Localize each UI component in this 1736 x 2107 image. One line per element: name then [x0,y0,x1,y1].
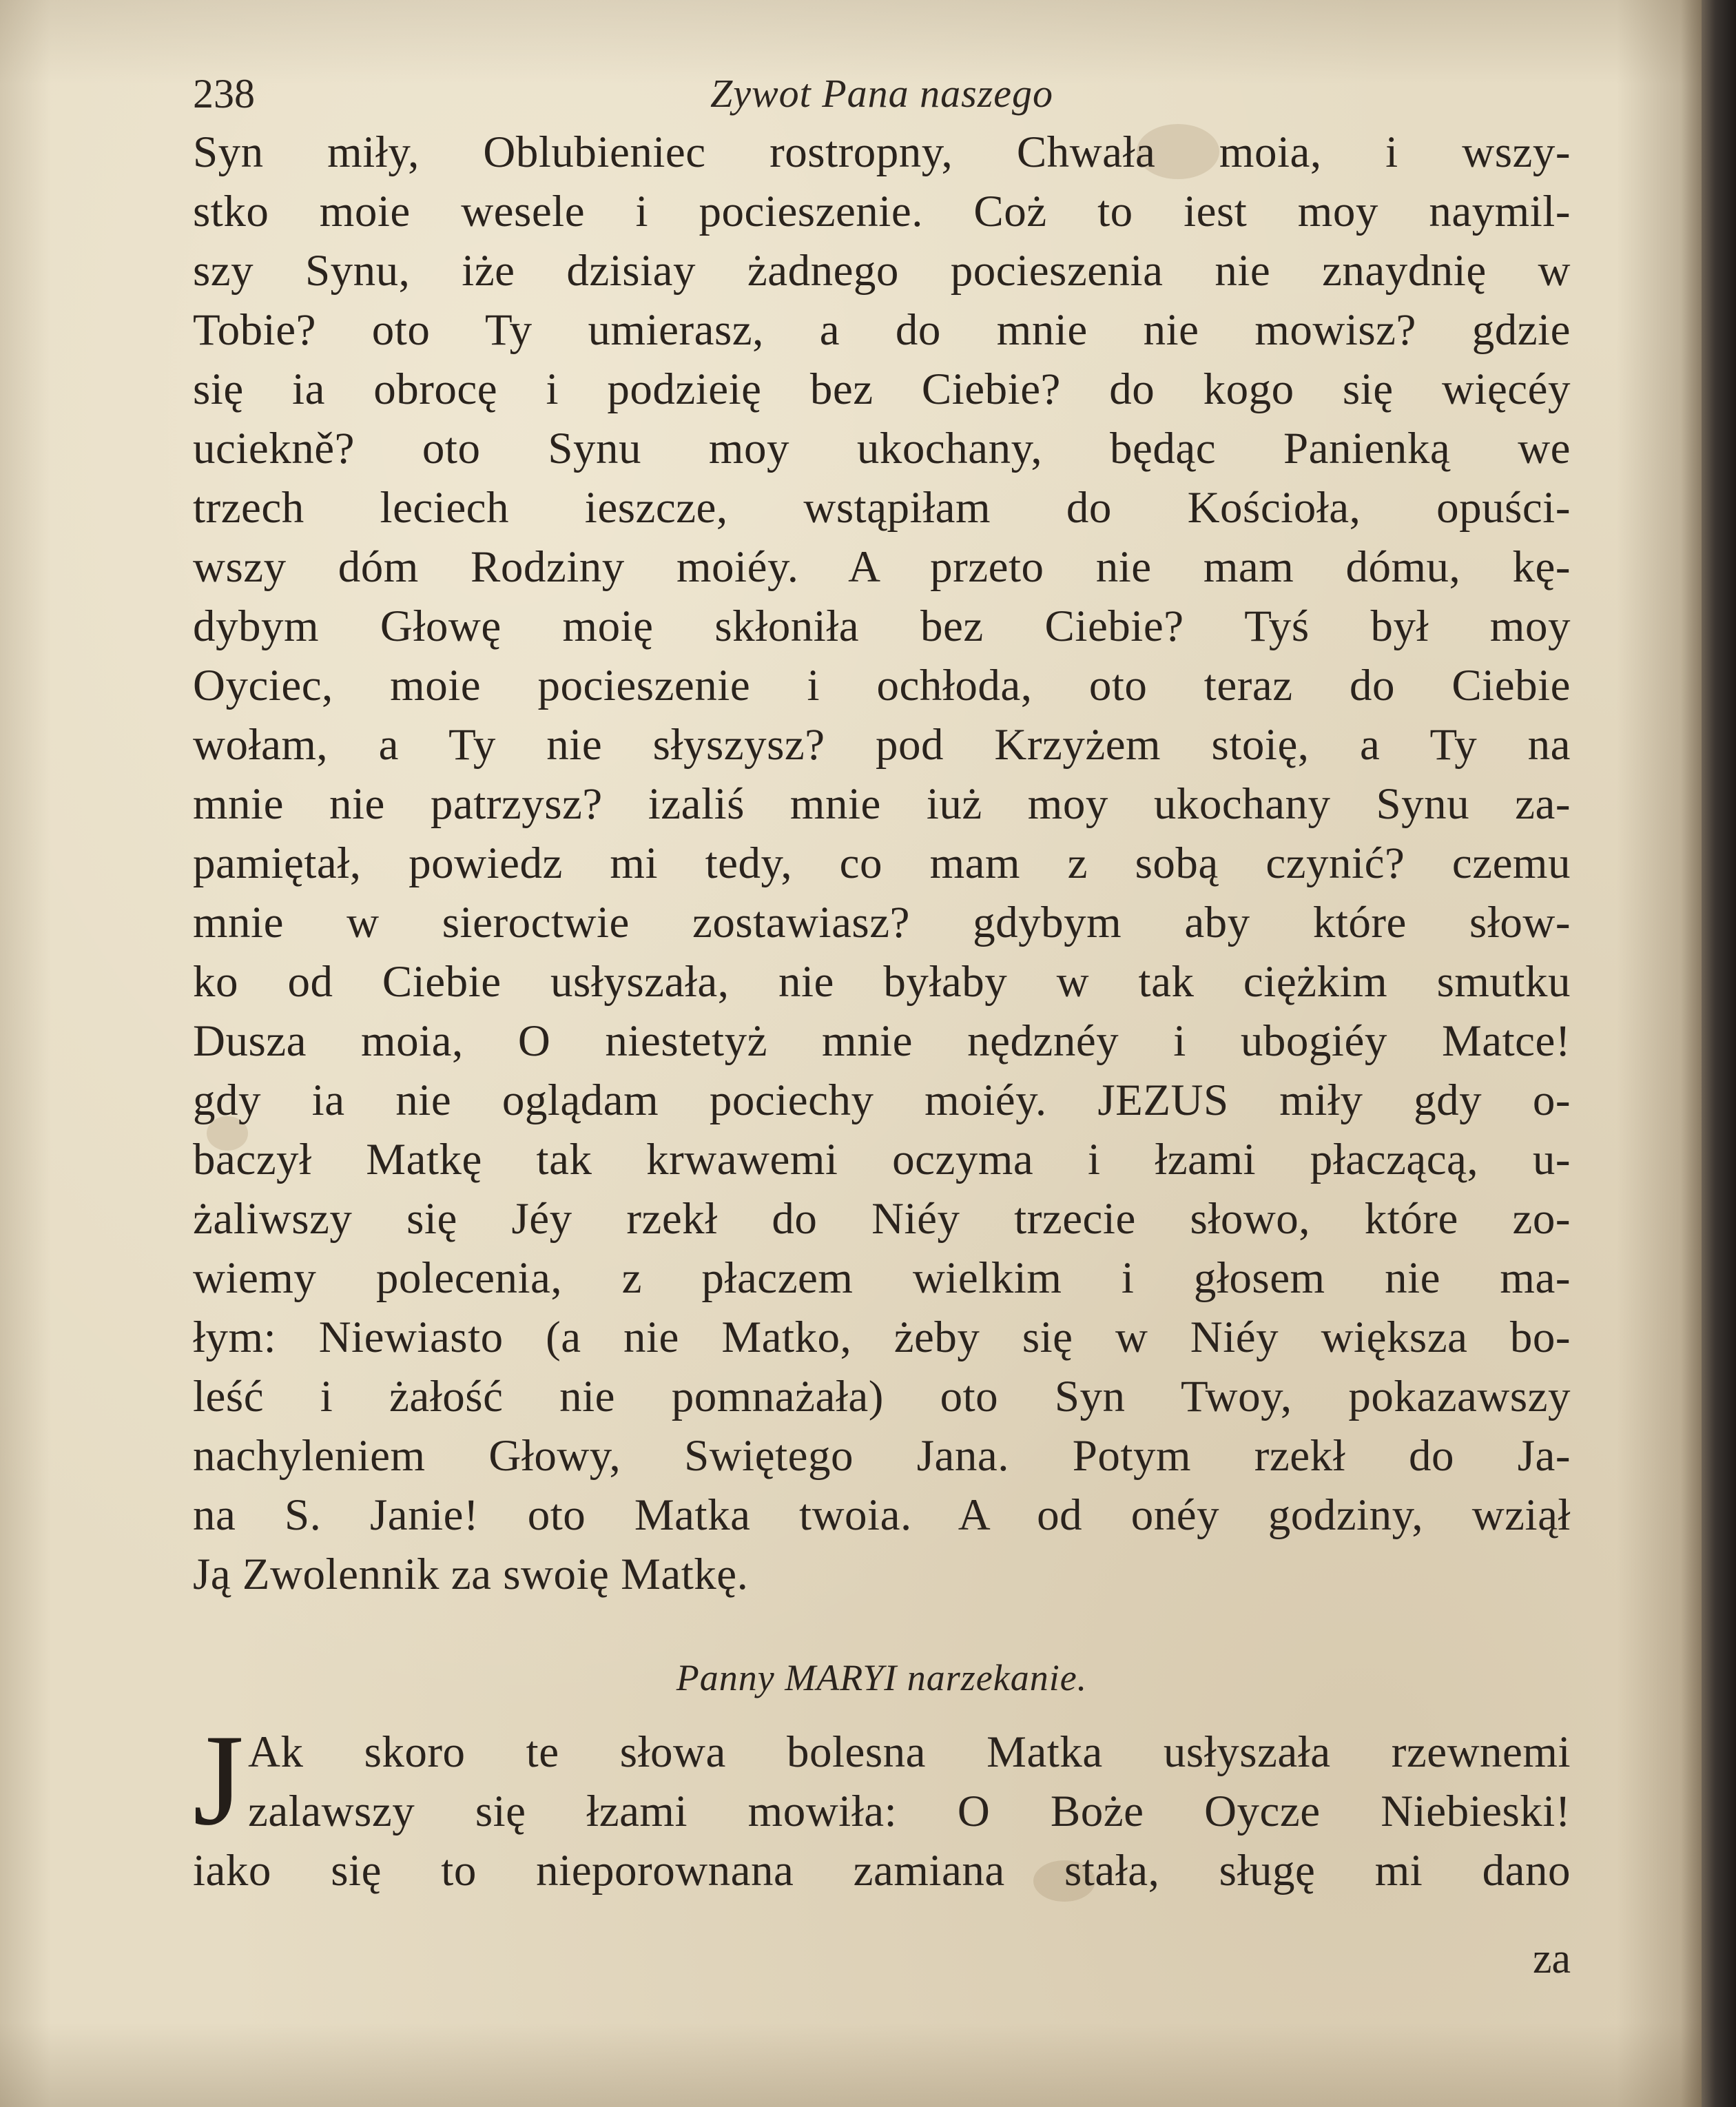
section-text-block [193,1708,1571,1900]
text-line: dybym Głowę moię skłoniła bez Ciebie? Tyś był moy [193,602,1571,651]
drop-cap: J [193,1708,244,1853]
text-line: żaliwszy się Jéy rzekł do Niéy trzecie słowo, które zo- [193,1194,1571,1244]
running-head: Zywot Pana naszego [710,71,1054,116]
text-line: iako się to nieporownana zamiana stała, sługę mi dano [193,1846,1571,1895]
text-line: łym: Niewiasto (a nie Matko, żeby się w Niéy większa bo- [193,1313,1571,1362]
text-line: Syn miły, Oblubieniec rostropny, Chwała moia, i wszy- [193,127,1571,177]
text-line: baczył Matkę tak krwawemi oczyma i łzami płaczącą, u- [193,1135,1571,1184]
text-line: wołam, a Ty nie słyszysz? pod Krzyżem stoię, a Ty na [193,720,1571,770]
text-line: pamiętał, powiedz mi tedy, co mam z sobą czynić? czemu [193,839,1571,888]
text-line: się ia obrocę i podzieię bez Ciebie? do kogo się więcéy [193,364,1571,414]
text-line: mnie nie patrzysz? izaliś mnie iuż moy ukochany Synu za- [193,779,1571,829]
text-line: trzech leciech ieszcze, wstąpiłam do Kościoła, opuści- [193,483,1571,533]
text-line: szy Synu, iże dzisiay żadnego pocieszenia nie znaydnię w [193,246,1571,296]
text-line: Ją Zwolennik za swoię Matkę. [193,1550,749,1599]
text-line: wiemy polecenia, z płaczem wielkim i głosem nie ma- [193,1253,1571,1303]
text-line: leść i żałość nie pomnażała) oto Syn Twoy, pokazawszy [193,1372,1571,1421]
book-gutter [1702,0,1736,2107]
text-line: gdy ia nie oglądam pociechy moiéy. JEZUS miły gdy o- [193,1076,1571,1125]
page-number: 238 [193,71,255,116]
text-line: wszy dóm Rodziny moiéy. A przeto nie mam dómu, kę- [193,542,1571,592]
page-edge-shadow [1681,0,1702,2107]
text-line: uciekně? oto Synu moy ukochany, będąc Panienką we [193,424,1571,473]
text-line: nachyleniem Głowy, Swiętego Jana. Potym rzekł do Ja- [193,1431,1571,1481]
text-line: Dusza moia, O niestetyż mnie nędznéy i ubogiéy Matce! [193,1016,1571,1066]
main-text-block [193,123,1571,1604]
text-line: ko od Ciebie usłyszała, nie byłaby w tak ciężkim smutku [193,957,1571,1007]
text-line: Tobie? oto Ty umierasz, a do mnie nie mowisz? gdzie [193,305,1571,355]
text-line: Ak skoro te słowa bolesna Matka usłyszała rzewnemi [248,1727,1571,1777]
catchword: za [1532,1935,1571,1982]
text-line: Oyciec, moie pocieszenie i ochłoda, oto teraz do Ciebie [193,661,1571,710]
text-line: mnie w sieroctwie zostawiasz? gdybym aby które słow- [193,898,1571,947]
text-line: zalawszy się łzami mowiła: O Boże Oycze Niebieski! [248,1787,1571,1836]
text-line: stko moie wesele i pocieszenie. Coż to iest moy naymil- [193,187,1571,236]
section-title: Panny MARYI narzekanie. [676,1657,1088,1698]
text-line: na S. Janie! oto Matka twoia. A od onéy godziny, wziął [193,1490,1571,1540]
page-header [193,66,1571,121]
